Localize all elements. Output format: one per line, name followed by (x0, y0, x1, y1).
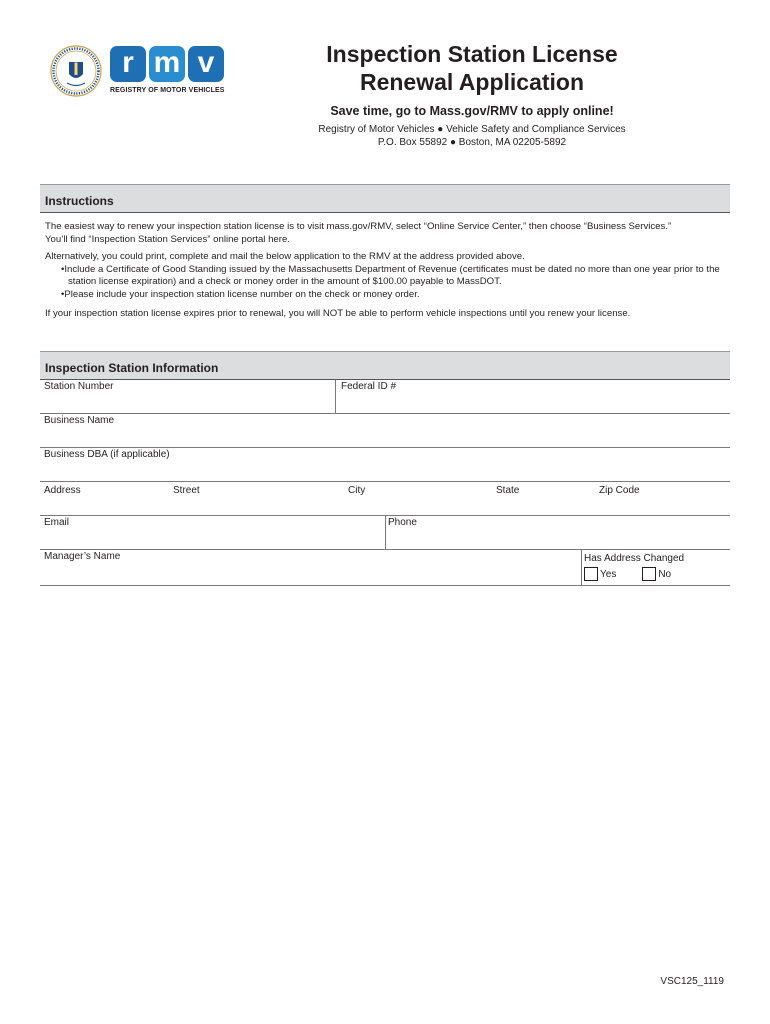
form-row-business-dba (40, 448, 730, 482)
field-divider (385, 516, 386, 549)
email-label: Email (44, 517, 70, 528)
manager-name-label: Manager’s Name (44, 551, 121, 562)
no-label: No (658, 568, 672, 580)
form-row-contact (40, 516, 730, 550)
instructions-bullet-certificate: • Include a Certificate of Good Standing issued by the Massachusetts Department of Revenue (certificates must be dated no more than one year prior to the station license expiration) and a check or money order in the amount of $100.00 payable to MassDOT. (61, 264, 725, 289)
online-tagline: Save time, go to Mass.gov/RMV to apply online! (330, 104, 614, 118)
massachusetts-seal-icon (50, 45, 102, 97)
business-name-label: Business Name (44, 415, 115, 426)
rmv-logo (110, 46, 225, 100)
zip-code-label: Zip Code (599, 485, 640, 496)
address-changed-group (584, 553, 697, 581)
instructions-body (45, 221, 725, 321)
address-label: Address (44, 485, 81, 496)
yes-checkbox[interactable] (584, 567, 598, 581)
phone-label: Phone (388, 517, 417, 528)
address-changed-no-option (642, 567, 671, 581)
address-changed-yes-option (584, 567, 616, 581)
federal-id-label: Federal ID # (341, 381, 397, 392)
form-row-business-name (40, 414, 730, 448)
form-row-address (40, 482, 730, 516)
logo-letter-v: v (188, 46, 224, 82)
instructions-heading: Instructions (40, 184, 730, 213)
mailing-address: P.O. Box 55892 ● Boston, MA 02205-5892 (377, 137, 567, 148)
state-label: State (496, 485, 520, 496)
logo-letter-m: m (149, 46, 185, 82)
title-block (262, 40, 682, 149)
form-title-line2: Renewal Application (359, 69, 585, 95)
address-changed-label: Has Address Changed (584, 553, 685, 564)
instructions-para3: If your inspection station license expires prior to renewal, you will NOT be able to perform vehicle inspections until you renew your license. (45, 308, 631, 319)
yes-label: Yes (600, 568, 617, 580)
agency-line: Registry of Motor Vehicles ● Vehicle Safety and Compliance Services (318, 124, 626, 135)
field-divider (581, 550, 582, 585)
instructions-para1-line1: The easiest way to renew your inspection station license is to visit mass.gov/RMV, select “Online Service Center,” then choose “Business Services.” (45, 221, 672, 232)
instructions-bullet-license-number: • Please include your inspection station license number on the check or money order. (61, 289, 725, 302)
form-row-manager (40, 550, 730, 586)
station-info-heading: Inspection Station Information (40, 351, 730, 380)
street-label: Street (173, 485, 200, 496)
form-title-line1: Inspection Station License (326, 41, 618, 67)
logo-tagline: REGISTRY OF MOTOR VEHICLES (110, 87, 225, 94)
instructions-para2: Alternatively, you could print, complete and mail the below application to the RMV at the address provided above. (45, 251, 525, 262)
address-changed-options (584, 567, 697, 581)
logo-letter-r: r (110, 46, 146, 82)
station-info-form (40, 380, 730, 586)
field-divider (335, 380, 336, 413)
instructions-list (45, 264, 725, 302)
no-checkbox[interactable] (642, 567, 656, 581)
city-label: City (348, 485, 366, 496)
form-row-station (40, 380, 730, 414)
station-number-label: Station Number (44, 381, 114, 392)
form-code: VSC125_1119 (660, 976, 724, 987)
business-dba-label: Business DBA (if applicable) (44, 449, 170, 460)
instructions-para1-line2: You’ll find “Inspection Station Services” online portal here. (45, 233, 290, 245)
